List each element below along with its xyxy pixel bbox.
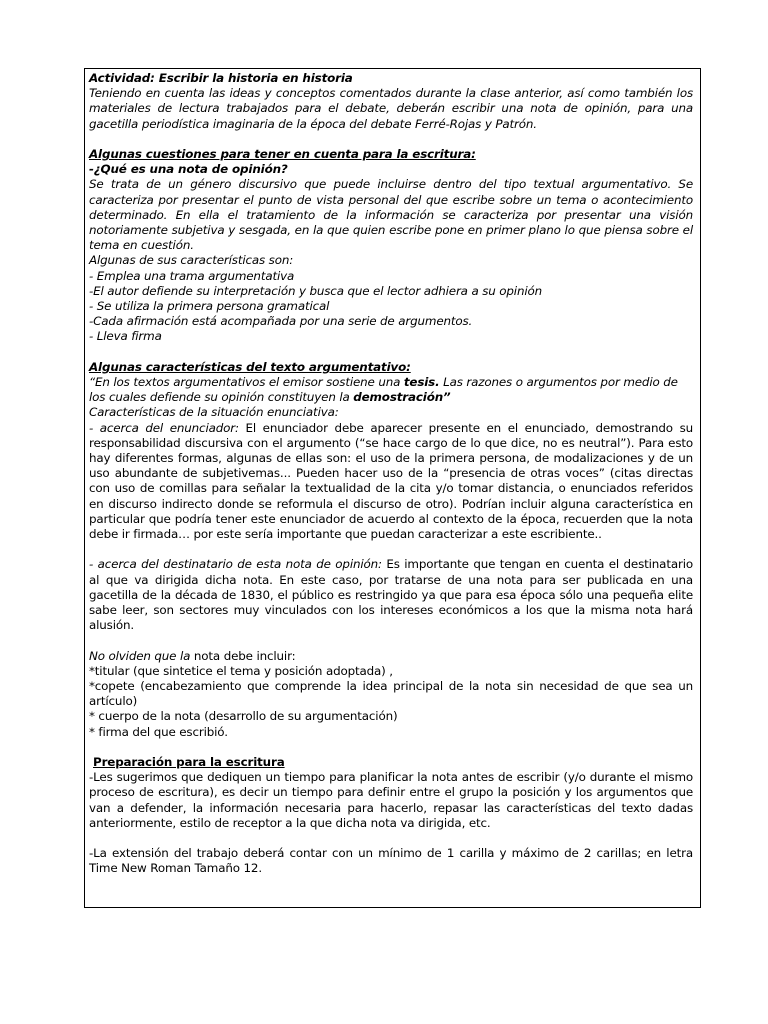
preparation-paragraph: -Les sugerimos que dediquen un tiempo para planificar la nota antes de escribir (y/o durante el mismo proceso de escritura), es decir un tiempo para definir entre el grupo la posición y los argumentos que van a defender, la información necesaria para hacerlo, repasar las características del texto dadas anteriormente, estilo de receptor a la que dicha nota va dirigida, etc. [89, 770, 693, 830]
feature-item: -Cada afirmación está acompañada por una serie de argumentos. [89, 314, 473, 329]
spacer [89, 740, 693, 755]
quote-close: ” [443, 390, 451, 405]
situation-label: Características de la situación enunciativa: [89, 405, 339, 420]
feature-item: - Se utiliza la primera persona gramatical [89, 299, 330, 314]
include-item: *titular (que sintetice el tema y posición adoptada) , [89, 663, 393, 678]
feature-item: - Emplea una trama argumentativa [89, 268, 295, 283]
enunciator-text: El enunciador debe aparecer presente en el enunciado, demostrando su responsabilidad discursiva con el argumento (“se hace cargo de lo que dice, no es neutral”). Para esto hay diferentes formas, algunas de ellas son: el uso de la primera persona, de modalizaciones y de un uso abundante de subjetivemas... Pueden hacer uso de la “presencia de otras voces” (citas directas con uso de comillas para señalar la textualidad de la cita y/o tomar distancia, o enunciados referidos en discurso indirecto donde se reformula el discurso de otro). Podrían incluir alguna característica en particular que podría tener este enunciador de acuerdo al contexto de la época, recuerden que la nota debe ir firmada… por este sería importante que puedan caracterizar a este escribiente.. [89, 420, 693, 542]
document-body [89, 71, 693, 877]
recipient-text: Es importante que tengan en cuenta el destinatario al que va dirigida dicha nota. En este caso, por tratarse de una nota para ser publicada en una gacetilla de la década de 1830, el público es restringido ya que para esa época sólo una pequeña elite sabe leer, son sectores muy vinculados con los intereses económicos a los que la misma nota hará alusión. [89, 557, 693, 633]
opinion-definition: Se trata de un género discursivo que puede incluirse dentro del tipo textual argumentativo. Se caracteriza por presentar el punto de vista personal del que escribe sobre un tema o acontecimiento determinado. En ella el tratamiento de la información se caracteriza por presentar una visión notoriamente subjetiva y sesgada, en la que quien escribe pone en primer plano lo que piensa sobre el tema en cuestión. [89, 177, 693, 253]
include-item: * cuerpo de la nota (desarrollo de su argumentación) [89, 709, 398, 724]
enunciator-label: - acerca del enunciador: [89, 420, 239, 435]
preparation-heading: Preparación para la escritura [93, 755, 285, 770]
enunciator-paragraph [89, 421, 693, 543]
quote-tesis: tesis. [403, 375, 440, 390]
quote-text: “En los textos argumentativos el emisor sostiene una [89, 375, 404, 390]
questions-subheading: -¿Qué es una nota de opinión? [89, 162, 288, 177]
feature-item: - Lleva firma [89, 329, 162, 344]
include-intro-italic: No olviden que la [89, 648, 191, 663]
include-intro [89, 649, 693, 664]
spacer [89, 542, 693, 557]
include-item: *copete (encabezamiento que comprende la idea principal de la nota sin necesidad de que sea un artículo) [89, 679, 693, 709]
spacer [89, 633, 693, 648]
feature-item: -El autor defiende su interpretación y busca que el lector adhiera a su opinión [89, 283, 542, 298]
quote-demostracion: demostración [353, 390, 444, 405]
spacer [89, 345, 693, 360]
recipient-paragraph [89, 557, 693, 633]
quote-text: Las razones o argumentos por medio de los cuales defiende su opinión constituyen la [89, 375, 678, 405]
include-intro-text: nota debe incluir: [190, 648, 296, 663]
argumentative-quote [89, 375, 693, 405]
include-item: * firma del que escribió. [89, 724, 228, 739]
activity-title: Actividad: Escribir la historia en historia [89, 71, 353, 85]
features-intro: Algunas de sus características son: [89, 253, 294, 268]
spacer [89, 132, 693, 147]
argumentative-heading: Algunas características del texto argumentativo: [89, 359, 411, 374]
questions-heading: Algunas cuestiones para tener en cuenta para la escritura: [89, 147, 476, 161]
recipient-label: - acerca del destinatario de esta nota de opinión: [89, 557, 382, 572]
spacer [89, 831, 693, 846]
extension-paragraph: -La extensión del trabajo deberá contar con un mínimo de 1 carilla y máximo de 2 carillas; en letra Time New Roman Tamaño 12. [89, 846, 693, 876]
activity-text: Teniendo en cuenta las ideas y conceptos comentados durante la clase anterior, así como también los materiales de lectura trabajados para el debate, deberán escribir una nota de opinión, para una gacetilla periodística imaginaria de la época del debate Ferré-Rojas y Patrón. [89, 86, 693, 131]
